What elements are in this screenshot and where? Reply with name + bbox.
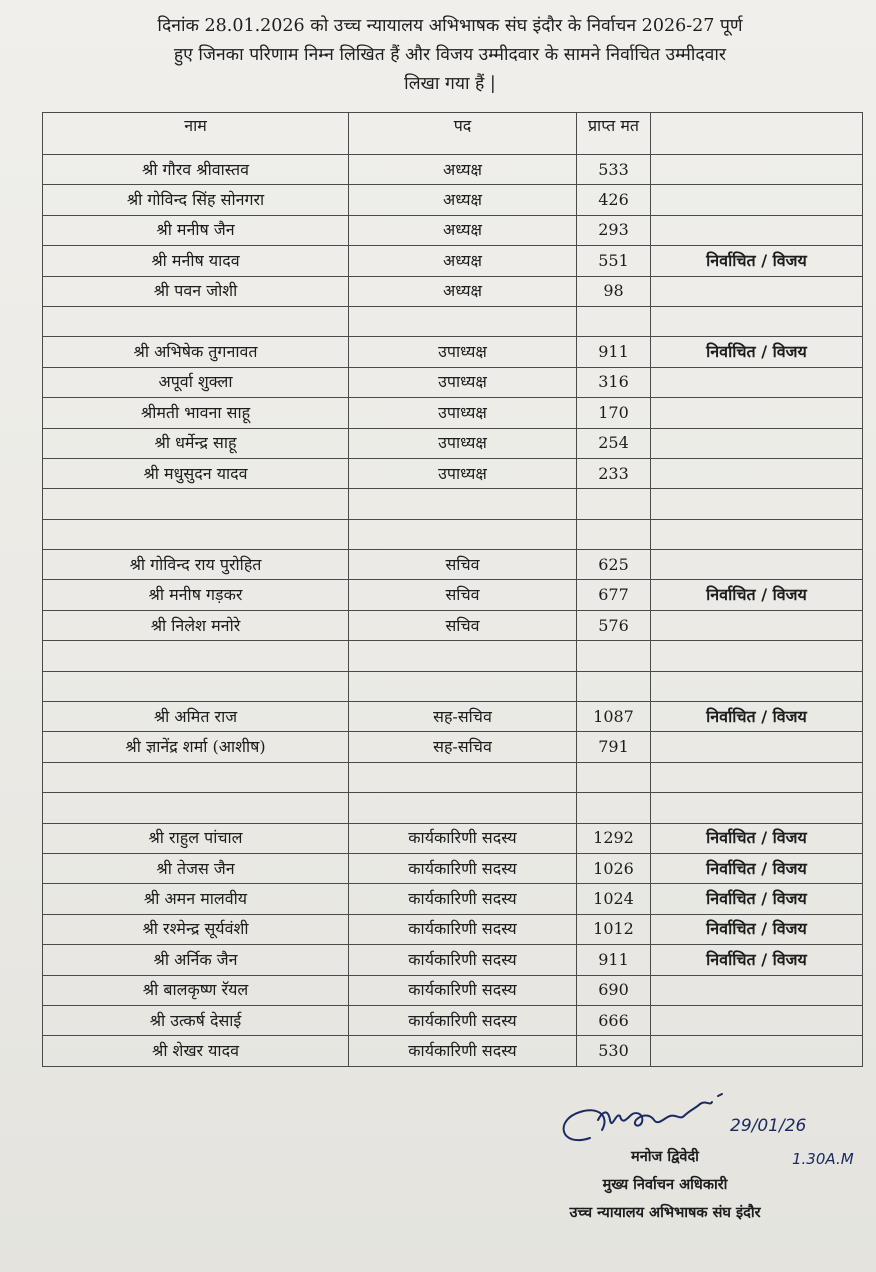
cell-post: उपाध्यक्ष — [349, 337, 577, 367]
cell-post — [349, 489, 577, 519]
table-row — [43, 671, 863, 701]
cell-post: कार्यकारिणी सदस्य — [349, 945, 577, 975]
header-votes: प्राप्त मत — [577, 113, 651, 155]
cell-post: उपाध्यक्ष — [349, 398, 577, 428]
officer-title: मुख्य निर्वाचन अधिकारी — [602, 1176, 728, 1193]
cell-votes — [577, 671, 651, 701]
table-row — [43, 823, 863, 853]
cell-votes — [577, 762, 651, 792]
cell-name — [43, 793, 349, 823]
cell-votes — [577, 793, 651, 823]
cell-votes: 316 — [577, 367, 651, 397]
cell-votes: 677 — [577, 580, 651, 610]
table-row — [43, 246, 863, 276]
heading-line-2: हुए जिनका परिणाम निम्न लिखित हैं और विजय उम्मीदवार के सामने निर्वाचित उम्मीदवार — [173, 45, 727, 65]
cell-name: श्री तेजस जैन — [43, 853, 349, 883]
signature-date: 29/01/26 — [730, 1116, 807, 1136]
cell-status: निर्वाचित / विजय — [651, 702, 863, 732]
cell-status — [651, 398, 863, 428]
officer-name: मनोज द्विवेदी — [631, 1148, 699, 1165]
cell-votes: 533 — [577, 155, 651, 185]
cell-post: अध्यक्ष — [349, 215, 577, 245]
heading-line-1: दिनांक 28.01.2026 को उच्च न्यायालय अभिभाषक संघ इंदौर के निर्वाचन 2026-27 पूर्ण — [157, 16, 743, 36]
cell-name: श्री उत्कर्ष देसाई — [43, 1005, 349, 1035]
cell-status: निर्वाचित / विजय — [651, 246, 863, 276]
cell-status — [651, 458, 863, 488]
cell-name: श्री शेखर यादव — [43, 1036, 349, 1066]
table-row — [43, 276, 863, 306]
cell-post: अध्यक्ष — [349, 276, 577, 306]
table-row — [43, 428, 863, 458]
cell-votes: 1026 — [577, 853, 651, 883]
table-row — [43, 884, 863, 914]
cell-status — [651, 550, 863, 580]
notice-heading — [70, 12, 830, 99]
cell-status: निर्वाचित / विजय — [651, 914, 863, 944]
cell-status — [651, 762, 863, 792]
cell-post: सचिव — [349, 580, 577, 610]
cell-status — [651, 185, 863, 215]
header-status — [651, 113, 863, 155]
cell-name: श्री मनीष गड़कर — [43, 580, 349, 610]
cell-status — [651, 306, 863, 336]
table-body — [43, 155, 863, 1067]
organization-name: उच्च न्यायालय अभिभाषक संघ इंदौर — [569, 1204, 761, 1221]
cell-status — [651, 671, 863, 701]
table-row — [43, 185, 863, 215]
table-row — [43, 550, 863, 580]
table-row — [43, 519, 863, 549]
table-row — [43, 489, 863, 519]
cell-name: श्री अमित राज — [43, 702, 349, 732]
cell-post: अध्यक्ष — [349, 155, 577, 185]
cell-post: कार्यकारिणी सदस्य — [349, 823, 577, 853]
cell-post: सह-सचिव — [349, 732, 577, 762]
table-row — [43, 1036, 863, 1066]
cell-name: श्री गौरव श्रीवास्तव — [43, 155, 349, 185]
table-row — [43, 914, 863, 944]
cell-votes — [577, 489, 651, 519]
table-row — [43, 762, 863, 792]
cell-post: सचिव — [349, 610, 577, 640]
table-row — [43, 367, 863, 397]
cell-votes: 530 — [577, 1036, 651, 1066]
header-post: पद — [349, 113, 577, 155]
cell-name: श्री मनीष जैन — [43, 215, 349, 245]
cell-post: कार्यकारिणी सदस्य — [349, 1005, 577, 1035]
cell-status — [651, 732, 863, 762]
table-row — [43, 337, 863, 367]
table-row — [43, 641, 863, 671]
cell-name — [43, 519, 349, 549]
cell-status — [651, 641, 863, 671]
cell-status — [651, 367, 863, 397]
cell-status — [651, 155, 863, 185]
signature-time: 1.30A.M — [792, 1150, 854, 1168]
cell-name: श्री पवन जोशी — [43, 276, 349, 306]
cell-votes: 911 — [577, 337, 651, 367]
table-row — [43, 702, 863, 732]
cell-status — [651, 428, 863, 458]
cell-votes: 1012 — [577, 914, 651, 944]
cell-status — [651, 975, 863, 1005]
cell-name: श्री मनीष यादव — [43, 246, 349, 276]
cell-votes: 666 — [577, 1005, 651, 1035]
cell-votes: 254 — [577, 428, 651, 458]
cell-post — [349, 793, 577, 823]
cell-votes: 791 — [577, 732, 651, 762]
cell-name: श्री ज्ञानेंद्र शर्मा (आशीष) — [43, 732, 349, 762]
table-row — [43, 732, 863, 762]
cell-votes: 1087 — [577, 702, 651, 732]
cell-post: कार्यकारिणी सदस्य — [349, 884, 577, 914]
cell-post: कार्यकारिणी सदस्य — [349, 975, 577, 1005]
table-row — [43, 853, 863, 883]
cell-name: श्रीमती भावना साहू — [43, 398, 349, 428]
cell-votes: 426 — [577, 185, 651, 215]
cell-post — [349, 519, 577, 549]
cell-status — [651, 215, 863, 245]
table-row — [43, 1005, 863, 1035]
table-row — [43, 458, 863, 488]
cell-post: कार्यकारिणी सदस्य — [349, 853, 577, 883]
cell-name — [43, 489, 349, 519]
cell-name: श्री रश्मेन्द्र सूर्यवंशी — [43, 914, 349, 944]
cell-name: श्री बालकृष्ण रॅयल — [43, 975, 349, 1005]
cell-status — [651, 276, 863, 306]
cell-name: श्री मधुसुदन यादव — [43, 458, 349, 488]
cell-status — [651, 793, 863, 823]
cell-votes: 170 — [577, 398, 651, 428]
cell-status — [651, 519, 863, 549]
table-row — [43, 793, 863, 823]
cell-status — [651, 1036, 863, 1066]
cell-name: श्री निलेश मनोरे — [43, 610, 349, 640]
cell-votes: 551 — [577, 246, 651, 276]
election-results-table — [42, 112, 863, 1067]
cell-status — [651, 610, 863, 640]
cell-name — [43, 762, 349, 792]
cell-post — [349, 306, 577, 336]
cell-status: निर्वाचित / विजय — [651, 884, 863, 914]
cell-name — [43, 671, 349, 701]
table-row — [43, 155, 863, 185]
signature-block — [520, 1090, 854, 1260]
cell-name: श्री गोविन्द सिंह सोनगरा — [43, 185, 349, 215]
cell-post: कार्यकारिणी सदस्य — [349, 914, 577, 944]
cell-status: निर्वाचित / विजय — [651, 945, 863, 975]
cell-votes: 576 — [577, 610, 651, 640]
cell-post: कार्यकारिणी सदस्य — [349, 1036, 577, 1066]
cell-status: निर्वाचित / विजय — [651, 823, 863, 853]
cell-votes: 98 — [577, 276, 651, 306]
cell-status: निर्वाचित / विजय — [651, 580, 863, 610]
cell-name — [43, 641, 349, 671]
cell-status: निर्वाचित / विजय — [651, 853, 863, 883]
header-name: नाम — [43, 113, 349, 155]
table-row — [43, 610, 863, 640]
cell-name: श्री गोविन्द राय पुरोहित — [43, 550, 349, 580]
cell-status: निर्वाचित / विजय — [651, 337, 863, 367]
cell-votes — [577, 641, 651, 671]
cell-name: श्री धर्मेन्द्र साहू — [43, 428, 349, 458]
cell-status — [651, 489, 863, 519]
cell-name: श्री राहुल पांचाल — [43, 823, 349, 853]
table-row — [43, 975, 863, 1005]
cell-post: सचिव — [349, 550, 577, 580]
heading-line-3: लिखा गया हैं | — [404, 74, 496, 94]
cell-name: श्री अर्निक जैन — [43, 945, 349, 975]
cell-status — [651, 1005, 863, 1035]
cell-votes — [577, 519, 651, 549]
cell-post: अध्यक्ष — [349, 185, 577, 215]
cell-votes: 293 — [577, 215, 651, 245]
cell-votes — [577, 306, 651, 336]
table-row — [43, 306, 863, 336]
cell-post: अध्यक्ष — [349, 246, 577, 276]
cell-votes: 233 — [577, 458, 651, 488]
cell-post — [349, 641, 577, 671]
cell-votes: 911 — [577, 945, 651, 975]
cell-votes: 625 — [577, 550, 651, 580]
table-row — [43, 215, 863, 245]
cell-post: उपाध्यक्ष — [349, 367, 577, 397]
cell-votes: 1292 — [577, 823, 651, 853]
table-row — [43, 580, 863, 610]
cell-post: उपाध्यक्ष — [349, 428, 577, 458]
table-row — [43, 945, 863, 975]
table-header-row — [43, 113, 863, 155]
cell-name — [43, 306, 349, 336]
cell-name: अपूर्वा शुक्ला — [43, 367, 349, 397]
cell-post — [349, 762, 577, 792]
cell-name: श्री अमन मालवीय — [43, 884, 349, 914]
cell-post: उपाध्यक्ष — [349, 458, 577, 488]
table-row — [43, 398, 863, 428]
cell-post: सह-सचिव — [349, 702, 577, 732]
cell-votes: 1024 — [577, 884, 651, 914]
cell-votes: 690 — [577, 975, 651, 1005]
cell-name: श्री अभिषेक तुगनावत — [43, 337, 349, 367]
cell-post — [349, 671, 577, 701]
